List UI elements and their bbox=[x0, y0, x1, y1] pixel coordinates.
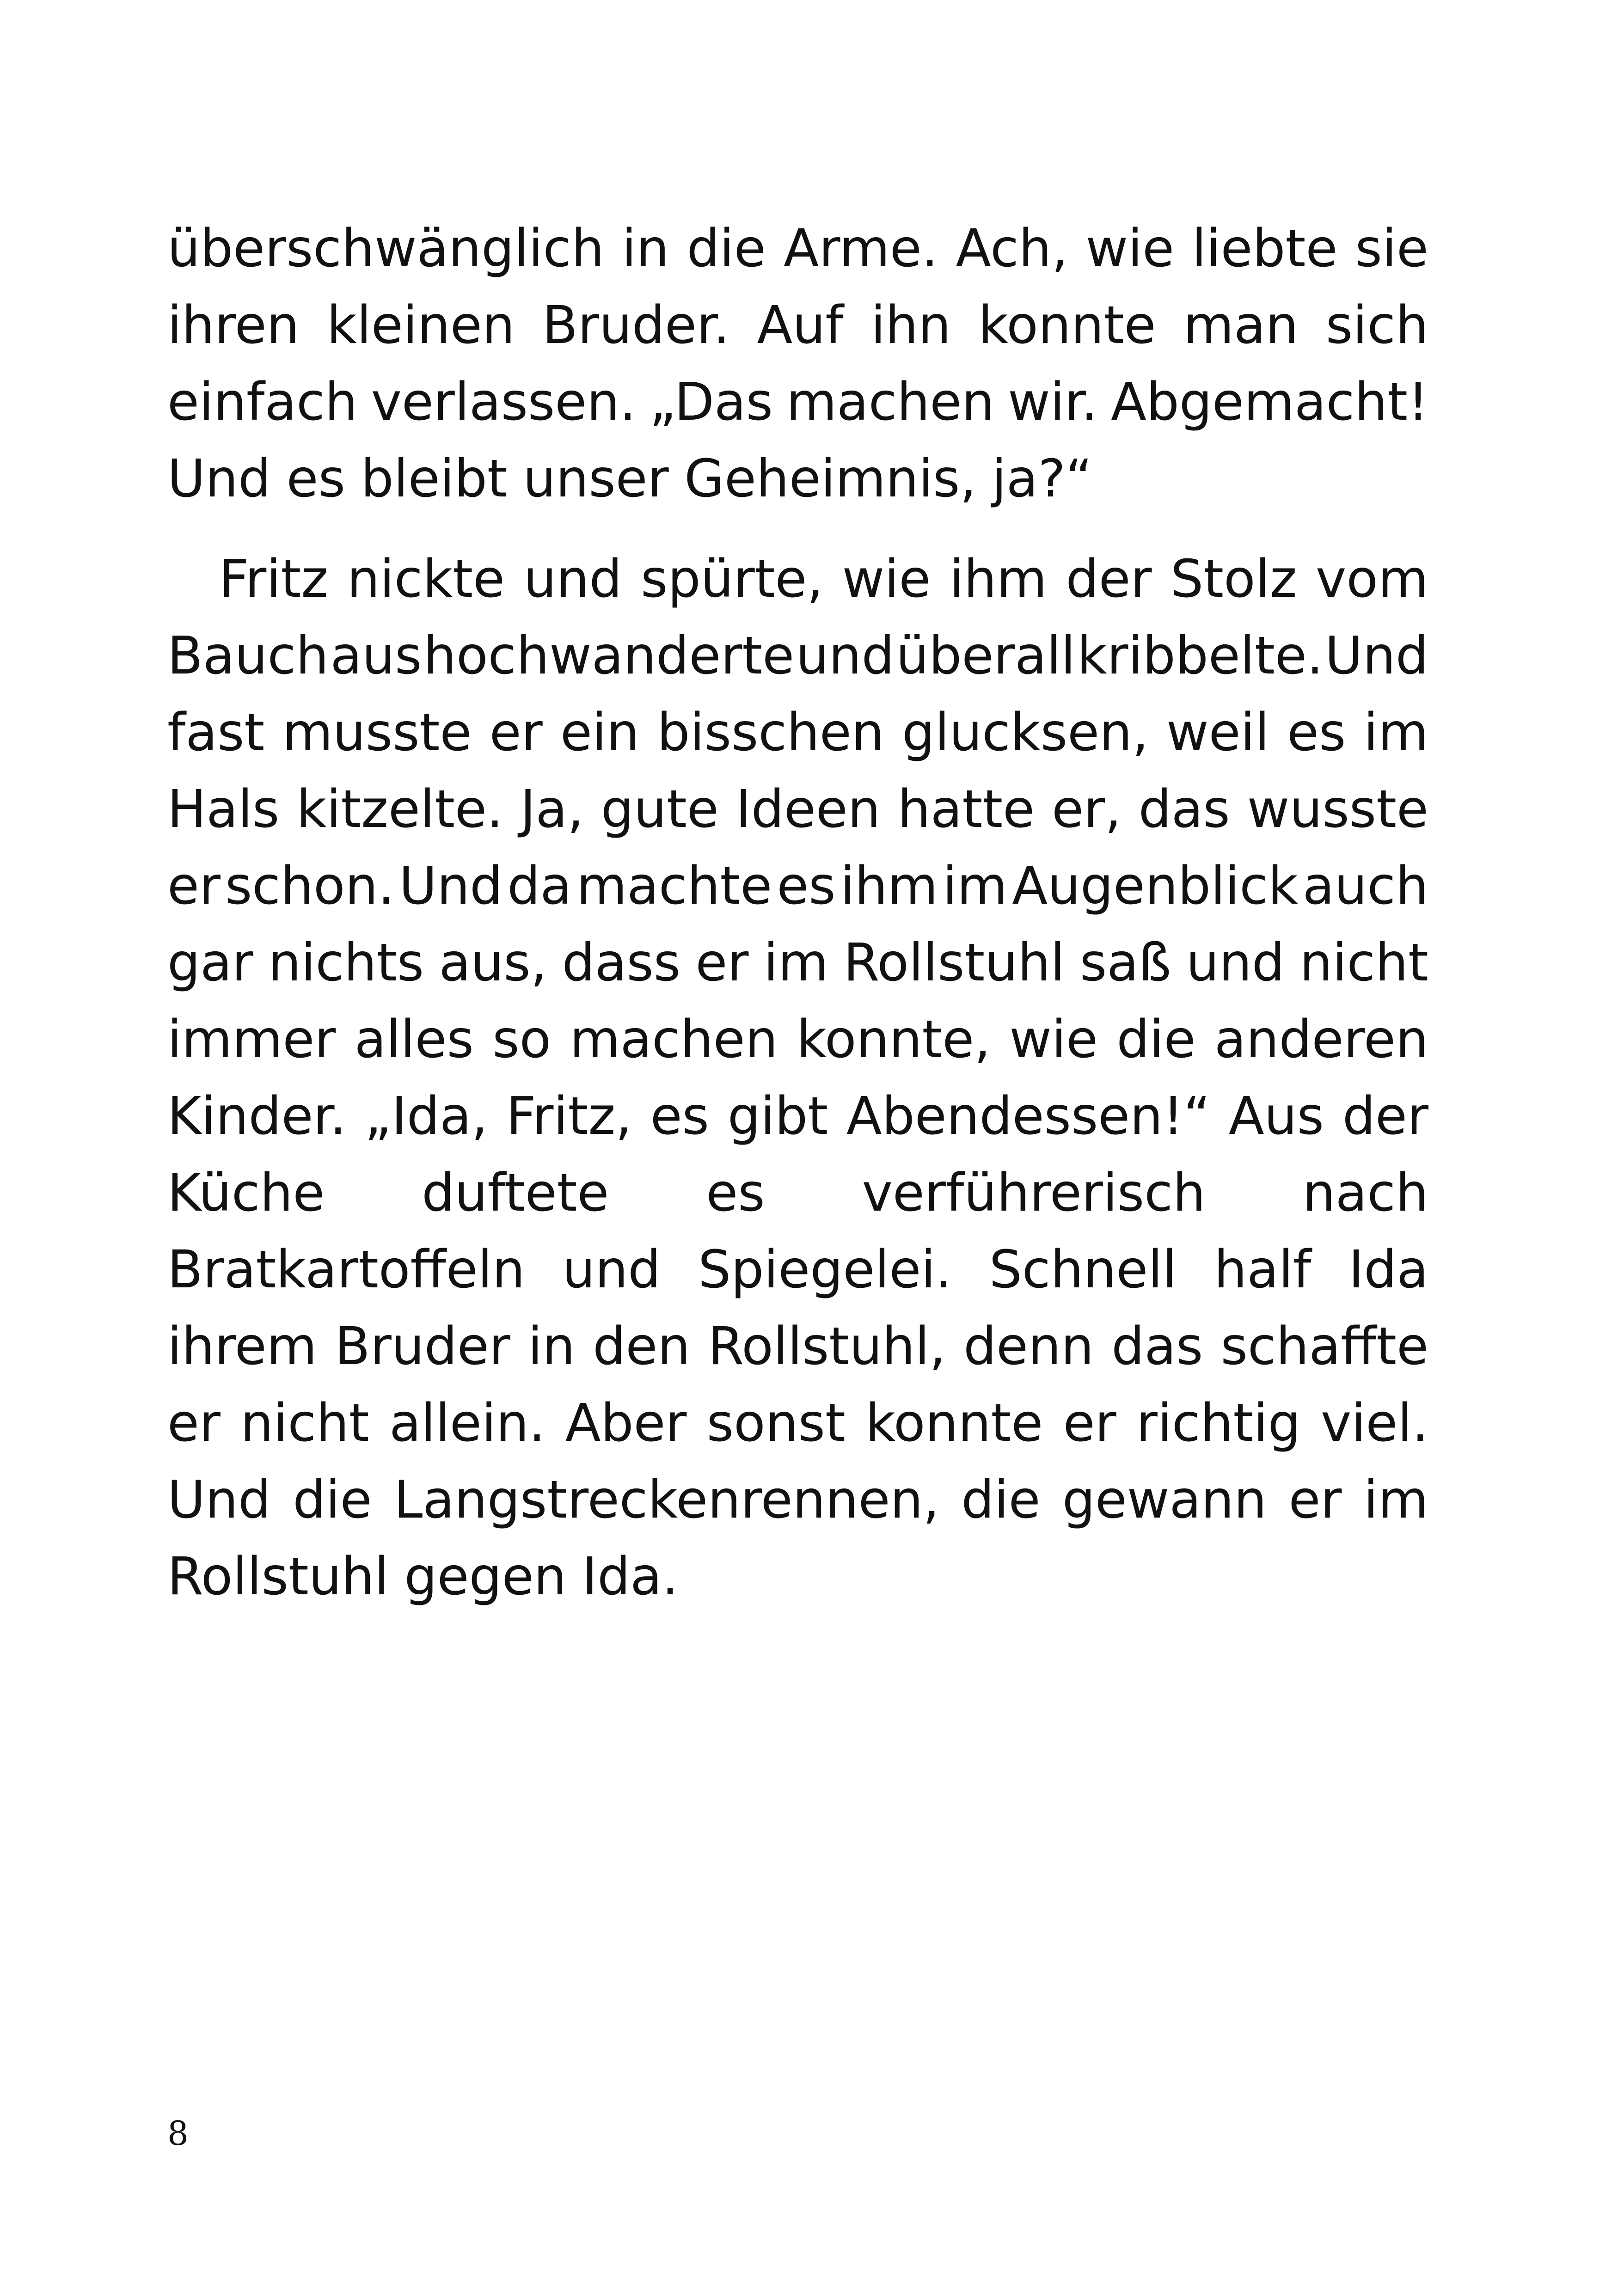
word: die bbox=[961, 1470, 1041, 1530]
word: richtig bbox=[1136, 1393, 1301, 1453]
word: gibt bbox=[727, 1086, 828, 1146]
word: wusste bbox=[1247, 779, 1428, 839]
word: in bbox=[622, 219, 669, 279]
word: er bbox=[1288, 1470, 1342, 1530]
word: spürte, bbox=[641, 549, 824, 609]
word: Bauch bbox=[167, 626, 329, 686]
word: schaffte bbox=[1220, 1316, 1428, 1377]
word: der bbox=[1066, 549, 1152, 609]
word: das bbox=[1138, 779, 1230, 839]
word: und bbox=[523, 549, 622, 609]
word: duftete bbox=[422, 1163, 609, 1223]
word: das bbox=[1111, 1316, 1203, 1377]
word: immer bbox=[167, 1010, 336, 1070]
page-number: 8 bbox=[167, 2114, 189, 2153]
word: denn bbox=[963, 1316, 1094, 1377]
word: Fritz bbox=[219, 549, 329, 609]
word: den bbox=[593, 1316, 691, 1377]
text-line bbox=[167, 1538, 1428, 1615]
word: konnte bbox=[978, 295, 1156, 355]
word: wie bbox=[1085, 219, 1175, 279]
word: und bbox=[1186, 933, 1285, 993]
word: Rollstuhl bbox=[843, 933, 1065, 993]
word: ihn bbox=[870, 295, 951, 355]
word: nickte bbox=[347, 549, 505, 609]
word: Fritz, bbox=[506, 1086, 632, 1146]
word: im bbox=[1363, 703, 1428, 763]
text-line bbox=[167, 1462, 1428, 1538]
word: wie bbox=[1009, 1010, 1098, 1070]
word: Und bbox=[399, 856, 503, 916]
word: Schnell bbox=[989, 1240, 1177, 1300]
word: Und bbox=[1324, 626, 1428, 686]
word: Spiegelei. bbox=[698, 1240, 952, 1300]
text-line bbox=[167, 925, 1428, 1001]
word: nicht bbox=[240, 1393, 369, 1453]
word: gute bbox=[601, 779, 719, 839]
word: machen bbox=[570, 1010, 778, 1070]
paragraph-2 bbox=[167, 541, 1428, 1615]
text-line bbox=[167, 541, 1428, 618]
word: ein bbox=[560, 703, 640, 763]
word: und bbox=[562, 1240, 661, 1300]
word: er bbox=[1063, 1393, 1116, 1453]
word: konnte, bbox=[797, 1010, 991, 1070]
word: im bbox=[943, 856, 1008, 916]
text-line bbox=[167, 618, 1428, 694]
word: im bbox=[1363, 1470, 1428, 1530]
word: er bbox=[167, 856, 221, 916]
text-line bbox=[167, 210, 1428, 287]
word: gewann bbox=[1062, 1470, 1267, 1530]
word: vom bbox=[1316, 549, 1428, 609]
word: die bbox=[1116, 1010, 1196, 1070]
text-line bbox=[167, 694, 1428, 771]
word: Abgemacht! bbox=[1111, 372, 1428, 432]
word: fast bbox=[167, 703, 265, 763]
word: sich bbox=[1325, 295, 1428, 355]
word: glucksen, bbox=[902, 703, 1149, 763]
body-text bbox=[167, 210, 1428, 1607]
word: nach bbox=[1302, 1163, 1428, 1223]
word: aus bbox=[330, 626, 422, 686]
word: viel. bbox=[1320, 1393, 1428, 1453]
word: saß bbox=[1079, 933, 1171, 993]
word: und bbox=[796, 626, 895, 686]
text-line bbox=[167, 1231, 1428, 1308]
word: die bbox=[293, 1470, 372, 1530]
word: es bbox=[706, 1163, 765, 1223]
word: ihm bbox=[840, 856, 938, 916]
word: ja?“ bbox=[992, 449, 1092, 509]
word: hochwanderte bbox=[423, 626, 795, 686]
word: Rollstuhl bbox=[167, 1547, 389, 1607]
word: Kinder. bbox=[167, 1086, 346, 1146]
word: dass bbox=[562, 933, 681, 993]
word: es bbox=[777, 856, 836, 916]
paragraph-1 bbox=[167, 210, 1428, 517]
word: ihm bbox=[949, 549, 1047, 609]
word: man bbox=[1183, 295, 1299, 355]
word: die bbox=[686, 219, 766, 279]
word: bleibt bbox=[361, 449, 508, 509]
word: Stolz bbox=[1171, 549, 1297, 609]
word: kleinen bbox=[326, 295, 515, 355]
word: Hals bbox=[167, 779, 280, 839]
word: schon. bbox=[225, 856, 395, 916]
word: Bratkartoffeln bbox=[167, 1240, 525, 1300]
word: es bbox=[286, 449, 345, 509]
word: Geheimnis, bbox=[684, 449, 977, 509]
word: „Das bbox=[649, 372, 773, 432]
word: er bbox=[489, 703, 543, 763]
word: machen bbox=[786, 372, 995, 432]
text-line bbox=[167, 287, 1428, 364]
word: Ida bbox=[1348, 1240, 1428, 1300]
word: kribbelte. bbox=[1077, 626, 1324, 686]
word: es bbox=[650, 1086, 709, 1146]
word: er bbox=[695, 933, 749, 993]
text-line bbox=[167, 1155, 1428, 1231]
word: er, bbox=[1052, 779, 1122, 839]
text-line bbox=[167, 1078, 1428, 1155]
word: ihren bbox=[167, 295, 300, 355]
word: alles bbox=[354, 1010, 474, 1070]
word: anderen bbox=[1214, 1010, 1428, 1070]
word: es bbox=[1287, 703, 1346, 763]
word: Ja, bbox=[520, 779, 584, 839]
word: unser bbox=[523, 449, 669, 509]
text-line bbox=[167, 1385, 1428, 1462]
word: gar bbox=[167, 933, 253, 993]
word: Bruder. bbox=[542, 295, 730, 355]
text-line bbox=[167, 364, 1428, 441]
word: musste bbox=[282, 703, 472, 763]
word: Ideen bbox=[735, 779, 881, 839]
word: allein. bbox=[389, 1393, 545, 1453]
text-line bbox=[167, 1308, 1428, 1385]
text-line bbox=[167, 1001, 1428, 1078]
word: so bbox=[492, 1010, 552, 1070]
word: Abendessen!“ bbox=[846, 1086, 1211, 1146]
word: liebte bbox=[1192, 219, 1338, 279]
word: Aus bbox=[1229, 1086, 1324, 1146]
word: Und bbox=[167, 449, 271, 509]
word: einfach bbox=[167, 372, 358, 432]
word: Arme. bbox=[783, 219, 938, 279]
word: er bbox=[167, 1393, 221, 1453]
word: Auf bbox=[757, 295, 844, 355]
word: Langstreckenrennen, bbox=[393, 1470, 940, 1530]
word: half bbox=[1214, 1240, 1312, 1300]
word: auch bbox=[1302, 856, 1428, 916]
word: sie bbox=[1355, 219, 1428, 279]
word: nicht bbox=[1299, 933, 1428, 993]
word: aus, bbox=[439, 933, 547, 993]
word: kitzelte. bbox=[296, 779, 503, 839]
word: „Ida, bbox=[364, 1086, 488, 1146]
word: bisschen bbox=[657, 703, 884, 763]
text-line bbox=[167, 441, 1428, 517]
word: nichts bbox=[268, 933, 424, 993]
word: Rollstuhl, bbox=[708, 1316, 946, 1377]
word: wie bbox=[842, 549, 931, 609]
word: wir. bbox=[1008, 372, 1098, 432]
text-line bbox=[167, 848, 1428, 925]
word: in bbox=[527, 1316, 576, 1377]
word: Ach, bbox=[956, 219, 1068, 279]
word: überschwänglich bbox=[167, 219, 605, 279]
word: gegen bbox=[404, 1547, 567, 1607]
word: Ida. bbox=[582, 1547, 679, 1607]
word: hatte bbox=[897, 779, 1035, 839]
word: Bruder bbox=[334, 1316, 510, 1377]
word: verführerisch bbox=[862, 1163, 1206, 1223]
word: sonst bbox=[706, 1393, 846, 1453]
word: machte bbox=[576, 856, 772, 916]
word: Küche bbox=[167, 1163, 325, 1223]
word: Und bbox=[167, 1470, 271, 1530]
word: Augenblick bbox=[1012, 856, 1298, 916]
text-line bbox=[167, 771, 1428, 848]
word: weil bbox=[1166, 703, 1269, 763]
word: überall bbox=[896, 626, 1076, 686]
word: Aber bbox=[565, 1393, 687, 1453]
word: verlassen. bbox=[371, 372, 636, 432]
word: konnte bbox=[865, 1393, 1043, 1453]
word: im bbox=[763, 933, 829, 993]
word: da bbox=[507, 856, 572, 916]
word: ihrem bbox=[167, 1316, 317, 1377]
word: der bbox=[1342, 1086, 1428, 1146]
